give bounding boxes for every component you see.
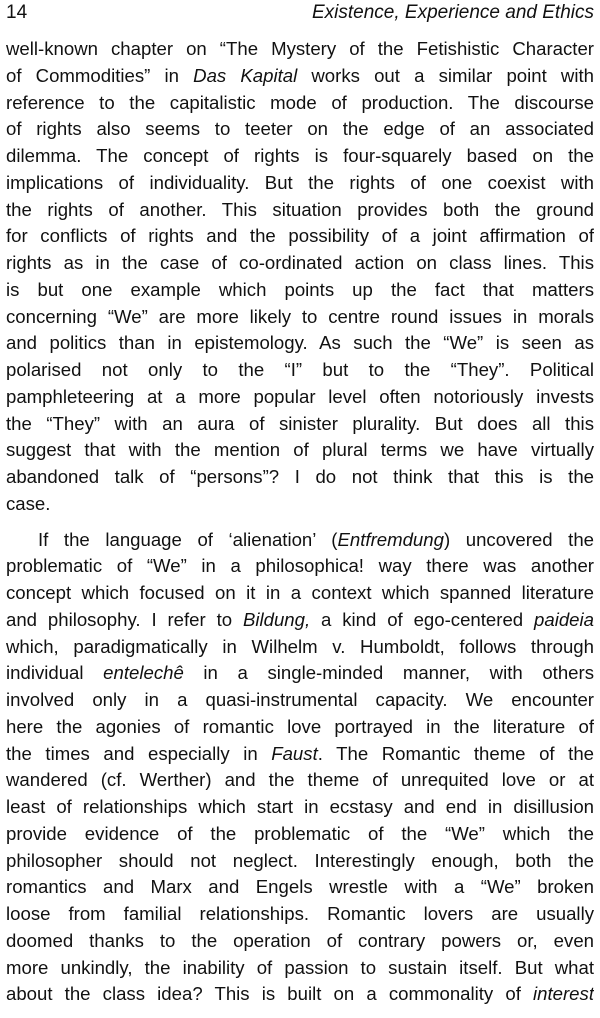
text-line: and philosophy. I refer to Bildung, a kind of ego-centered paideia (6, 608, 594, 630)
text-line: the rights of another. This situation provides both the ground (6, 198, 594, 220)
text-line: reference to the capitalistic mode of production. The discourse (6, 91, 594, 113)
text-line: problematic of “We” in a philosophica! way there was another (6, 555, 594, 577)
text-line: the “They” with an aura of sinister plurality. But does all this (6, 412, 594, 434)
italic-term: Faust (271, 742, 318, 764)
paragraph (6, 36, 594, 518)
text-line: pamphleteering at a more popular level often notoriously invests (6, 385, 594, 407)
text-line: concept which focused on it in a context which spanned literature (6, 582, 594, 603)
text-line: concerning “We” are more likely to centre round issues in morals (6, 305, 594, 327)
text-line: doomed thanks to the operation of contrary powers or, even (6, 929, 594, 951)
text-line: wandered (cf. Werther) and the theme of unrequited love or at (6, 769, 594, 791)
italic-term: Bildung, (242, 608, 311, 630)
italic-term: paideia (534, 608, 594, 630)
text-line: case. (6, 492, 51, 514)
text-line: least of relationships which start in ecstasy and end in disillusion (6, 796, 594, 817)
text-line: romantics and Marx and Engels wrestle with a “We” broken (6, 876, 594, 898)
text-line: about the class idea? This is built on a commonality of interest (6, 983, 594, 1005)
text-line: here the agonies of romantic love portrayed in the literature of (6, 715, 594, 737)
text-line: suggest that with the mention of plural terms we have virtually (6, 439, 594, 461)
italic-term: Das Kapital (193, 64, 298, 86)
running-head: Existence, Experience and Ethics (312, 2, 594, 23)
text-line: implications of individuality. But the rights of one coexist with (6, 171, 594, 193)
text-line: provide evidence of the problematic of the “We” which the (6, 822, 594, 844)
text-line: for conflicts of rights and the possibility of a joint affirmation of (6, 225, 594, 247)
text-line: individual entelechê in a single-minded manner, with others (6, 662, 594, 684)
text-line: dilemma. The concept of rights is four-squarely based on the (6, 145, 594, 166)
italic-term: entelechê (103, 662, 184, 684)
page-header (6, 0, 594, 36)
text-line: is but one example which points up the fact that matters (6, 278, 594, 300)
text-line: the times and especially in Faust. The Romantic theme of the (6, 742, 594, 764)
page-number: 14 (6, 2, 28, 23)
italic-term: interest (533, 983, 594, 1005)
text-line: philosopher should not neglect. Interestingly enough, both the (6, 849, 594, 871)
text-line: and politics than in epistemology. As such the “We” is seen as (6, 332, 594, 354)
text-line: polarised not only to the “I” but to the “They”. Political (6, 359, 594, 380)
body-text (6, 36, 594, 1008)
text-line: of rights also seems to teeter on the edge of an associated (6, 118, 594, 140)
text-line: If the language of ‘alienation’ (Entfremdung) uncovered the (38, 528, 594, 550)
text-line: rights as in the case of co-ordinated action on class lines. This (6, 252, 594, 273)
text-line: well-known chapter on “The Mystery of the Fetishistic Character (6, 38, 594, 59)
paragraph (6, 527, 594, 1009)
italic-term: Entfremdung (337, 528, 444, 550)
paragraph-gap (6, 518, 594, 527)
text-line: involved only in a quasi-instrumental capacity. We encounter (6, 689, 594, 710)
text-line: loose from familial relationships. Romantic lovers are usually (6, 903, 594, 924)
text-line: more unkindly, the inability of passion to sustain itself. But what (6, 956, 594, 978)
text-line: of Commodities” in Das Kapital works out a similar point with (6, 64, 594, 86)
text-line: which, paradigmatically in Wilhelm v. Humboldt, follows through (6, 635, 594, 657)
text-line: abandoned talk of “persons”? I do not think that this is the (6, 466, 594, 487)
